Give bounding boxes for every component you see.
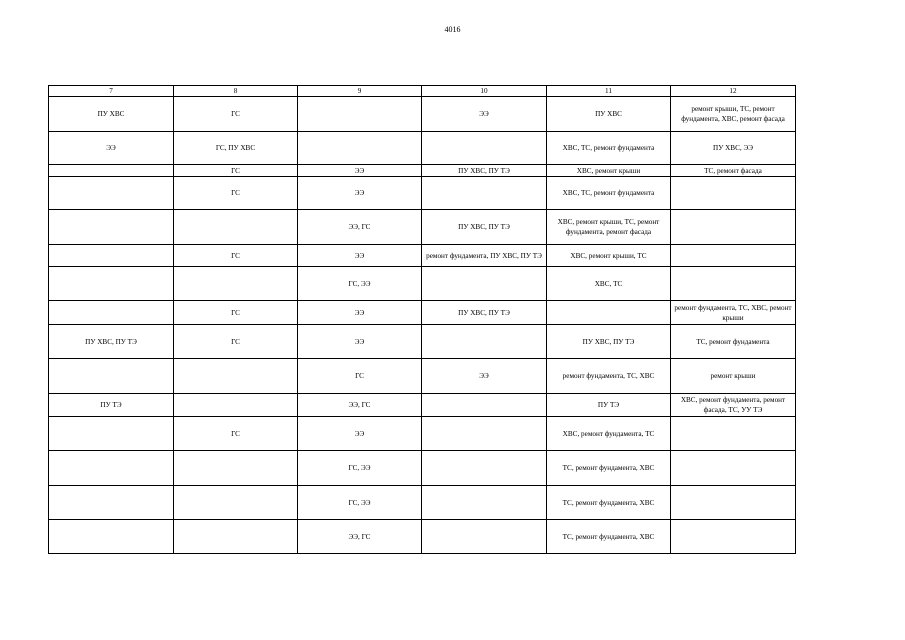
table-cell — [671, 486, 796, 520]
table-cell — [422, 177, 547, 210]
column-header: 7 — [49, 86, 174, 97]
table-cell — [671, 177, 796, 210]
table-cell: ПУ ХВС, ПУ ТЭ — [422, 210, 547, 245]
column-header: 10 — [422, 86, 547, 97]
table-cell — [422, 451, 547, 486]
table-cell: ЭЭ — [422, 359, 547, 394]
table-cell: ГС — [298, 359, 422, 394]
table-cell — [298, 132, 422, 165]
table-cell: ТС, ремонт фундамента — [671, 325, 796, 359]
table-cell — [49, 245, 174, 267]
table-cell — [49, 177, 174, 210]
table-cell — [671, 417, 796, 451]
table-cell — [422, 267, 547, 301]
table-row — [49, 417, 796, 451]
table-cell: ремонт крыши, ТС, ремонт фундамента, ХВС, ремонт фасада — [671, 97, 796, 132]
table-cell: ГС, ЭЭ — [298, 486, 422, 520]
table-cell — [547, 301, 671, 325]
table-cell: ЭЭ — [49, 132, 174, 165]
table-row — [49, 210, 796, 245]
table-cell: ЭЭ — [298, 245, 422, 267]
table-cell: ГС, ЭЭ — [298, 267, 422, 301]
table-cell: ЭЭ — [422, 97, 547, 132]
works-table — [48, 85, 796, 554]
table-cell: ЭЭ, ГС — [298, 520, 422, 554]
table-cell — [49, 417, 174, 451]
column-header: 8 — [174, 86, 298, 97]
page-number: 4016 — [444, 25, 461, 34]
table-cell: ПУ ХВС — [49, 97, 174, 132]
table-cell — [671, 245, 796, 267]
table-row — [49, 245, 796, 267]
table-cell: ЭЭ — [298, 417, 422, 451]
table-cell: ГС, ПУ ХВС — [174, 132, 298, 165]
table-row — [49, 520, 796, 554]
table-cell — [174, 267, 298, 301]
table-row — [49, 267, 796, 301]
table-cell: ГС — [174, 417, 298, 451]
table-row — [49, 132, 796, 165]
table-cell — [174, 394, 298, 417]
table-cell: ГС — [174, 177, 298, 210]
table-cell — [671, 267, 796, 301]
column-header: 12 — [671, 86, 796, 97]
table-cell — [422, 417, 547, 451]
table-cell: ХВС, ремонт фундамента, ТС — [547, 417, 671, 451]
table-cell: ПУ ХВС — [547, 97, 671, 132]
header-row — [49, 86, 796, 97]
table-cell — [174, 520, 298, 554]
table-cell: ПУ ХВС, ПУ ТЭ — [547, 325, 671, 359]
table-cell: ТС, ремонт фасада — [671, 165, 796, 177]
table-row — [49, 177, 796, 210]
table-cell — [49, 165, 174, 177]
table-cell: ХВС, ремонт крыши — [547, 165, 671, 177]
table-row — [49, 486, 796, 520]
table-cell — [49, 301, 174, 325]
table-cell — [422, 394, 547, 417]
table-cell — [174, 486, 298, 520]
table-cell — [174, 359, 298, 394]
table-row — [49, 359, 796, 394]
table-cell — [49, 210, 174, 245]
table-cell: ГС — [174, 97, 298, 132]
table-cell: ПУ ХВС, ПУ ТЭ — [49, 325, 174, 359]
table-cell: ХВС, ремонт крыши, ТС — [547, 245, 671, 267]
table-cell: ТС, ремонт фундамента, ХВС — [547, 520, 671, 554]
table-cell: ТС, ремонт фундамента, ХВС — [547, 486, 671, 520]
table-row — [49, 394, 796, 417]
table-cell: ЭЭ — [298, 325, 422, 359]
table-cell — [671, 520, 796, 554]
table-cell — [671, 210, 796, 245]
table-row — [49, 451, 796, 486]
table-cell: ремонт фундамента, ТС, ХВС — [547, 359, 671, 394]
table-row — [49, 325, 796, 359]
table-cell — [422, 520, 547, 554]
table-cell — [49, 451, 174, 486]
table-cell: ХВС, ТС, ремонт фундамента — [547, 132, 671, 165]
table-cell: ремонт фундамента, ПУ ХВС, ПУ ТЭ — [422, 245, 547, 267]
table-cell: ЭЭ — [298, 301, 422, 325]
table-row — [49, 97, 796, 132]
table-cell: ГС — [174, 301, 298, 325]
table-cell: ПУ ХВС, ЭЭ — [671, 132, 796, 165]
table-cell: ПУ ТЭ — [49, 394, 174, 417]
table-cell — [422, 486, 547, 520]
table-row — [49, 165, 796, 177]
table-cell: ПУ ХВС, ПУ ТЭ — [422, 165, 547, 177]
table-cell — [298, 97, 422, 132]
table-cell — [422, 132, 547, 165]
table-cell: ЭЭ, ГС — [298, 394, 422, 417]
table-cell: ЭЭ, ГС — [298, 210, 422, 245]
table-cell: ГС — [174, 325, 298, 359]
table-cell: ГС — [174, 165, 298, 177]
table-cell: ХВС, ТС, ремонт фундамента — [547, 177, 671, 210]
table-cell: ЭЭ — [298, 165, 422, 177]
table-cell — [174, 210, 298, 245]
table-cell — [49, 359, 174, 394]
table-cell — [671, 451, 796, 486]
column-header: 9 — [298, 86, 422, 97]
table-cell: ХВС, ТС — [547, 267, 671, 301]
table-cell — [49, 486, 174, 520]
table-row — [49, 301, 796, 325]
table-cell: ремонт крыши — [671, 359, 796, 394]
table-cell: ремонт фундамента, ТС, ХВС, ремонт крыши — [671, 301, 796, 325]
column-header: 11 — [547, 86, 671, 97]
table-cell: ЭЭ — [298, 177, 422, 210]
table-cell — [49, 520, 174, 554]
table-cell: ПУ ХВС, ПУ ТЭ — [422, 301, 547, 325]
table-cell — [174, 451, 298, 486]
table-cell: ХВС, ремонт фундамента, ремонт фасада, ТС, УУ ТЭ — [671, 394, 796, 417]
table-cell — [422, 325, 547, 359]
table-cell — [49, 267, 174, 301]
table-cell: ХВС, ремонт крыши, ТС, ремонт фундамента, ремонт фасада — [547, 210, 671, 245]
table-cell: ТС, ремонт фундамента, ХВС — [547, 451, 671, 486]
table-cell: ГС — [174, 245, 298, 267]
table-cell: ГС, ЭЭ — [298, 451, 422, 486]
table-cell: ПУ ТЭ — [547, 394, 671, 417]
